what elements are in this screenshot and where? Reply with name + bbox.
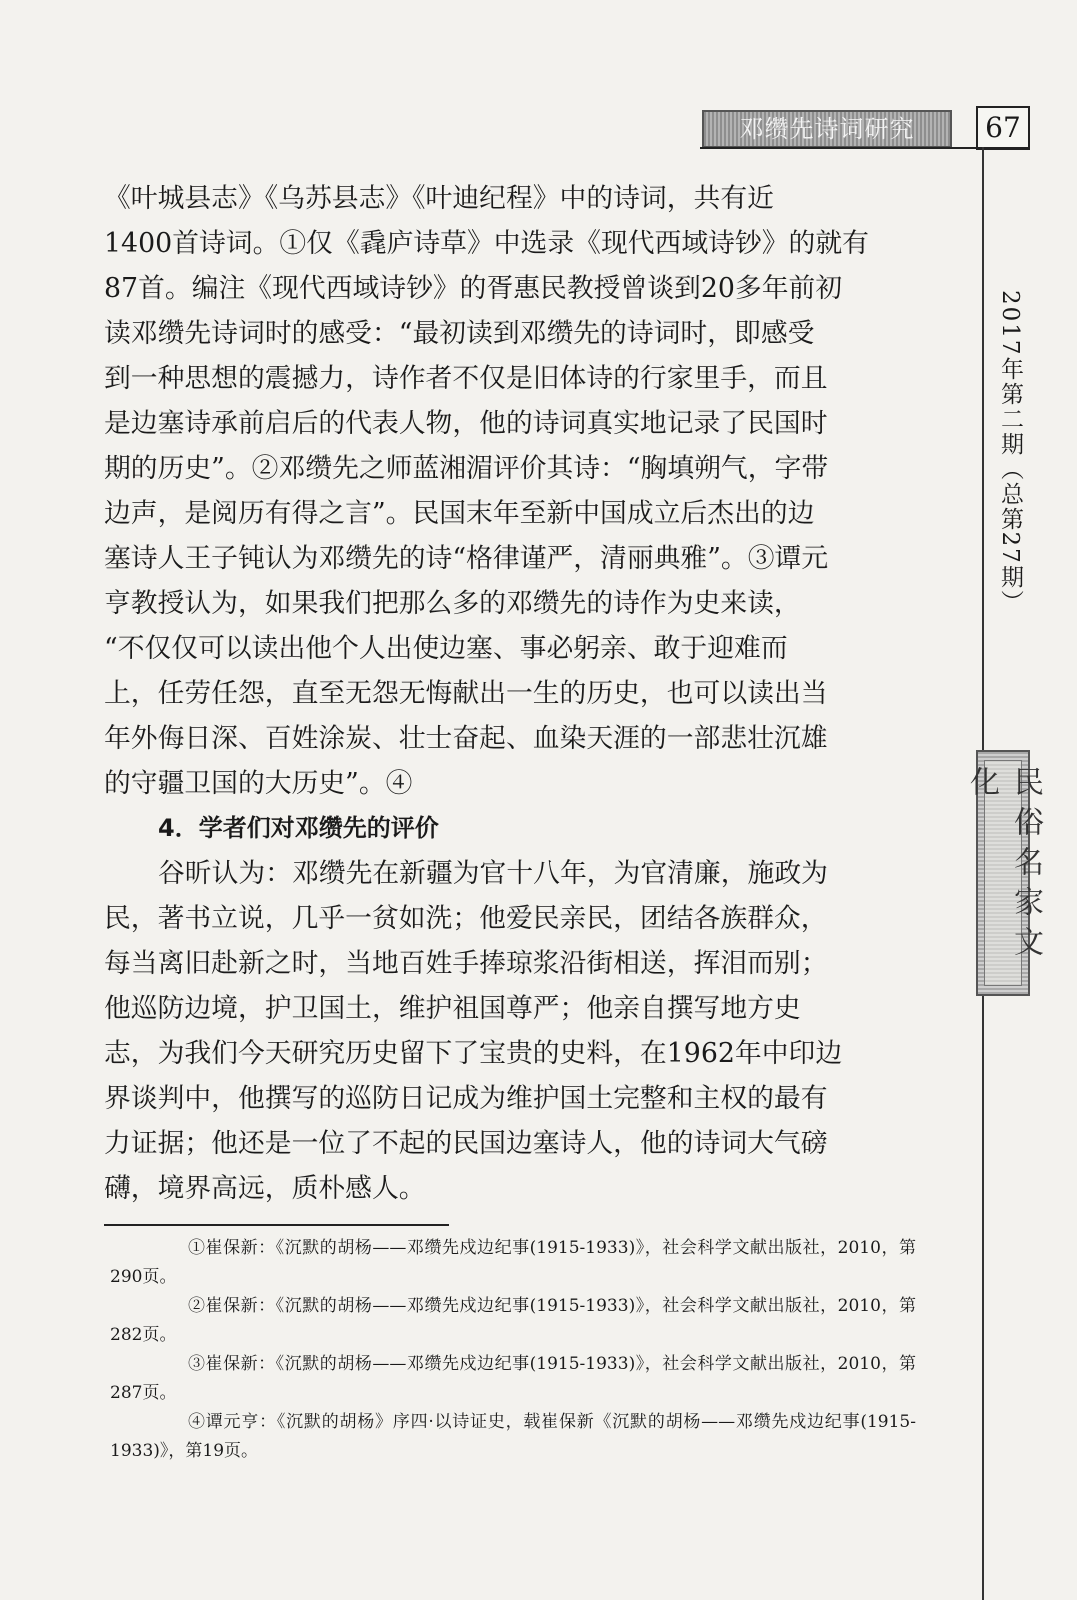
text-line: 塞诗人王子钝认为邓缵先的诗“格律谨严，清丽典雅”。③谭元 (104, 543, 829, 574)
body-text (104, 176, 919, 1211)
text-line: 是边塞诗承前启后的代表人物，他的诗词真实地记录了民国时 (104, 408, 828, 439)
text-line: 1400首诗词。①仅《毳庐诗草》中选录《现代西域诗钞》的就有 (104, 228, 869, 259)
text-line: 民，著书立说，几乎一贫如洗；他爱民亲民，团结各族群众， (104, 903, 828, 934)
text-line: “不仅仅可以读出他个人出使边塞、事必躬亲、敢于迎难而 (104, 633, 788, 664)
text-line: 读邓缵先诗词时的感受：“最初读到邓缵先的诗词时，即感受 (104, 318, 815, 349)
footnotes (110, 1234, 916, 1466)
header-rule (700, 147, 1030, 149)
text-line: 谷昕认为：邓缵先在新疆为官十八年，为官清廉，施政为 (158, 858, 828, 889)
text-line: 的守疆卫国的大历史”。④ (104, 768, 413, 799)
text-line: 每当离旧赴新之时，当地百姓手捧琼浆沿街相送，挥泪而别； (104, 948, 828, 979)
footnote-3: ③崔保新：《沉默的胡杨——邓缵先戍边纪事(1915-1933)》，社会科学文献出版社，2010，第287页。 (110, 1354, 916, 1403)
text-line: 87首。编注《现代西域诗钞》的胥惠民教授曾谈到20多年前初 (104, 273, 843, 304)
text-line: 《叶城县志》《乌苏县志》《叶迪纪程》中的诗词，共有近 (104, 183, 774, 214)
journal-emblem-text: 民俗名家文化 (964, 766, 1043, 966)
footnote-2: ②崔保新：《沉默的胡杨——邓缵先戍边纪事(1915-1933)》，社会科学文献出版社，2010，第282页。 (110, 1296, 916, 1345)
section-title: 邓缵先诗词研究 (702, 110, 952, 148)
footnote-rule (104, 1224, 449, 1226)
text-line: 期的历史”。②邓缵先之师蓝湘湄评价其诗：“胸填朔气，字带 (104, 453, 829, 484)
page-number: 67 (976, 106, 1030, 150)
journal-emblem (964, 750, 1043, 996)
text-line: 力证据；他还是一位了不起的民国边塞诗人，他的诗词大气磅 (104, 1128, 828, 1159)
text-line: 上，任劳任怨，直至无怨无悔献出一生的历史，也可以读出当 (104, 678, 828, 709)
footnote-4: ④谭元亨：《沉默的胡杨》序四·以诗证史，载崔保新《沉默的胡杨——邓缵先戍边纪事(1915-1933)》，第19页。 (110, 1412, 916, 1461)
section-heading: 4．学者们对邓缵先的评价 (158, 814, 439, 842)
text-line: 界谈判中，他撰写的巡防日记成为维护国土完整和主权的最有 (104, 1083, 828, 1114)
text-line: 年外侮日深、百姓涂炭、壮士奋起、血染天涯的一部悲壮沉雄 (104, 723, 828, 754)
text-line: 礴，境界高远，质朴感人。 (104, 1173, 426, 1204)
text-line: 他巡防边境，护卫国土，维护祖国尊严；他亲自撰写地方史 (104, 993, 801, 1024)
footnote-1: ①崔保新：《沉默的胡杨——邓缵先戍边纪事(1915-1933)》，社会科学文献出版社，2010，第290页。 (110, 1238, 916, 1287)
issue-label: 2017年第二期（总第27期） (997, 290, 1023, 615)
text-line: 到一种思想的震撼力，诗作者不仅是旧体诗的行家里手，而且 (104, 363, 828, 394)
text-line: 边声，是阅历有得之言”。民国末年至新中国成立后杰出的边 (104, 498, 815, 529)
text-line: 亨教授认为，如果我们把那么多的邓缵先的诗作为史来读， (104, 588, 801, 619)
text-line: 志，为我们今天研究历史留下了宝贵的史料，在1962年中印边 (104, 1038, 843, 1069)
